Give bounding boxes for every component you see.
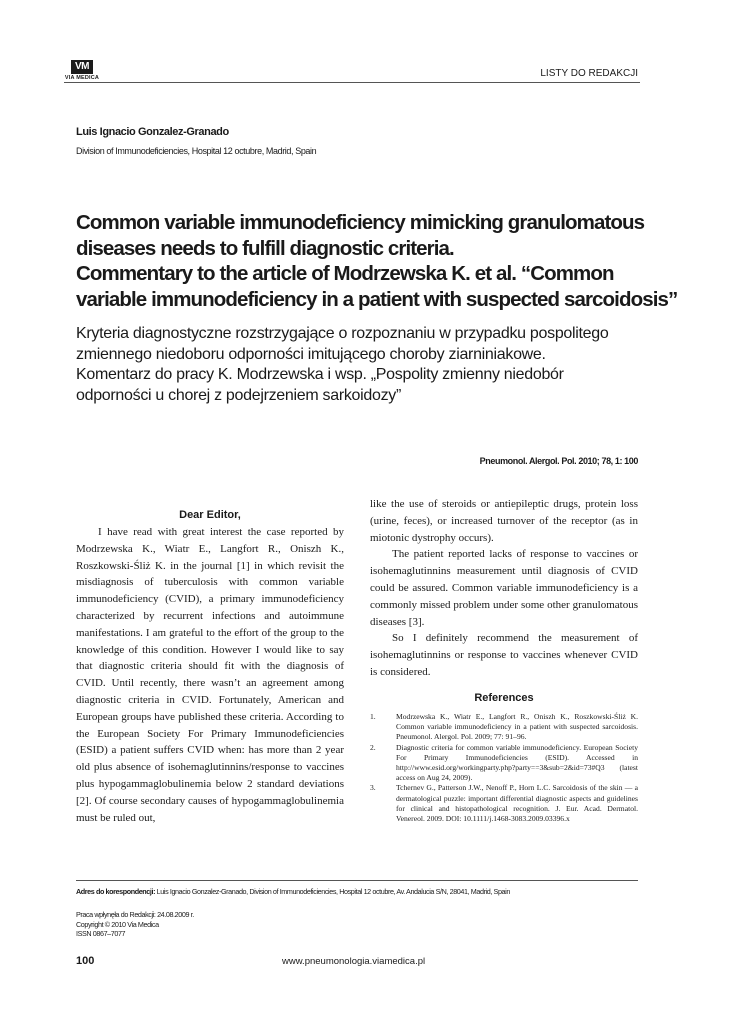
reference-item — [370, 743, 638, 784]
title-en-line: diseases needs to fulfill diagnostic criteria. — [76, 236, 454, 260]
title-en-line: Commentary to the article of Modrzewska K. et al. “Common — [76, 262, 614, 285]
author-name: Luis Ignacio Gonzalez-Granado — [76, 126, 229, 138]
reference-text: Tchernev G., Patterson J.W., Nenoff P., Horn L.C. Sarcoidosis of the skin — a dermatological puzzle: important differential diagnostic aspects and guidelines for clinical and histopathological recognition. J. Eur. Acad. Dermatol. Venereol. 2009. DOI: 10.1111/j.1468-3083.2009.03396.x — [396, 783, 638, 824]
reference-number: 1. — [370, 712, 376, 721]
reference-text: Modrzewska K., Wiatr E., Langfort R., Oniszh K., Roszkowski-Śliż K. Common variable immunodeficiency in a patient with suspected sarcoidosis. Pneumonol. Alergol. Pol. 2009; 77: 91–96. — [396, 712, 638, 742]
body-paragraph: I have read with great interest the case reported by Modrzewska K., Wiatr E., Langfort R., Oniszh K., Roszkowski-Śliż K. in the journal [1] in which revisit the misdiagnosis of tuberculosis with common variable immunodeficiency (CVID), a primary immunodeficiency characterized by recurrent infections and autoimmune manifestations. I am grateful to the effort of the group to the knowledge of this condition. However I would like to say that diagnostic criteria should fit with the diagnosis of CVID. Until recently, there wasn’t an agreement among diagnostic criteria in CVID. Fortunately, American and European groups have published these criteria. According to the European Society For Primary Immunodeficiencies (ESID) a patient suffers CVID when: has more than 2 year old plus absence of isohemaglutinnins/response to vaccines plus hypogammaglobulinemia below 2 standard deviations [2]. Of course secondary causes of hypogammaglobulinemia must be ruled out, — [76, 526, 344, 824]
section-label: LISTY DO REDAKCJI — [540, 68, 638, 79]
references-list — [370, 712, 638, 824]
references-heading: References — [474, 692, 534, 704]
publisher-logo — [64, 56, 100, 81]
reference-text: Diagnostic criteria for common variable immunodeficiency. European Society For Primary Immunodeficiencies (ESID). Accessed in http://www.esid.org/workingparty.php?party==3&sub=2&id=73#Q3 (latest access on Aug 24, 2009). — [396, 742, 638, 783]
reference-item — [370, 783, 638, 824]
correspondence-text: Luis Ignacio Gonzalez-Granado, Division of Immunodeficiencies, Hospital 12 octubre, Av. Andalucia S/N, 28041, Madrid, Spain — [156, 887, 510, 896]
logo-mark: VM — [71, 60, 93, 74]
page-number: 100 — [76, 955, 95, 967]
body-paragraph: The patient reported lacks of response to vaccines or isohemaglutinnins measurement until diagnosis of CVID could be assured. Common variable immunodeficiency is a commonly missed problem under some other granulomatous diseases [3]. — [370, 548, 638, 628]
reference-number: 3. — [370, 783, 376, 793]
author-affiliation: Division of Immunodeficiencies, Hospital 12 octubre, Madrid, Spain — [76, 146, 317, 156]
copyright: Copyright © 2010 Via Medica — [76, 919, 159, 929]
title-pl-line: Komentarz do pracy K. Modrzewska i wsp. „Pospolity zmienny niedobór — [76, 366, 564, 383]
title-pl-line: odporności u chorej z podejrzeniem sarkoidozy” — [76, 386, 402, 404]
header-divider — [64, 82, 640, 83]
body-paragraph: So I definitely recommend the measurement of isohemaglutinnins or response to vaccines whenever CVID is considered. — [370, 632, 638, 678]
received-date: Praca wpłynęła do Redakcji: 24.08.2009 r. — [76, 910, 194, 919]
correspondence-label: Adres do korespondencji: — [76, 887, 156, 896]
title-pl-line: zmiennego niedoboru odporności imitującego choroby ziarniniakowe. — [76, 345, 546, 363]
journal-website: www.pneumonologia.viamedica.pl — [282, 956, 426, 967]
body-column-left — [76, 524, 344, 826]
journal-citation: Pneumonol. Alergol. Pol. 2010; 78, 1: 100 — [479, 456, 638, 466]
body-paragraph-continuation: like the use of steroids or antiepileptic drugs, protein loss (urine, feces), or increased turnover of the receptor (as in miotonic dystrophy occurs). — [370, 498, 638, 544]
body-column-right — [370, 496, 638, 681]
correspondence-address — [76, 887, 510, 896]
salutation: Dear Editor, — [179, 509, 241, 521]
article-title-english — [76, 210, 678, 312]
footer-divider — [76, 880, 638, 881]
reference-number: 2. — [370, 742, 376, 752]
logo-text: VIA MEDICA — [64, 75, 100, 81]
reference-item — [370, 712, 638, 743]
title-en-line: variable immunodeficiency in a patient with suspected sarcoidosis” — [76, 287, 678, 311]
publication-info — [76, 910, 194, 939]
issn: ISSN 0867–7077 — [76, 929, 126, 939]
title-en-line: Common variable immunodeficiency mimicking granulomatous — [76, 211, 645, 234]
title-pl-line: Kryteria diagnostyczne rozstrzygające o rozpoznaniu w przypadku pospolitego — [76, 325, 609, 342]
article-title-polish — [76, 324, 666, 406]
